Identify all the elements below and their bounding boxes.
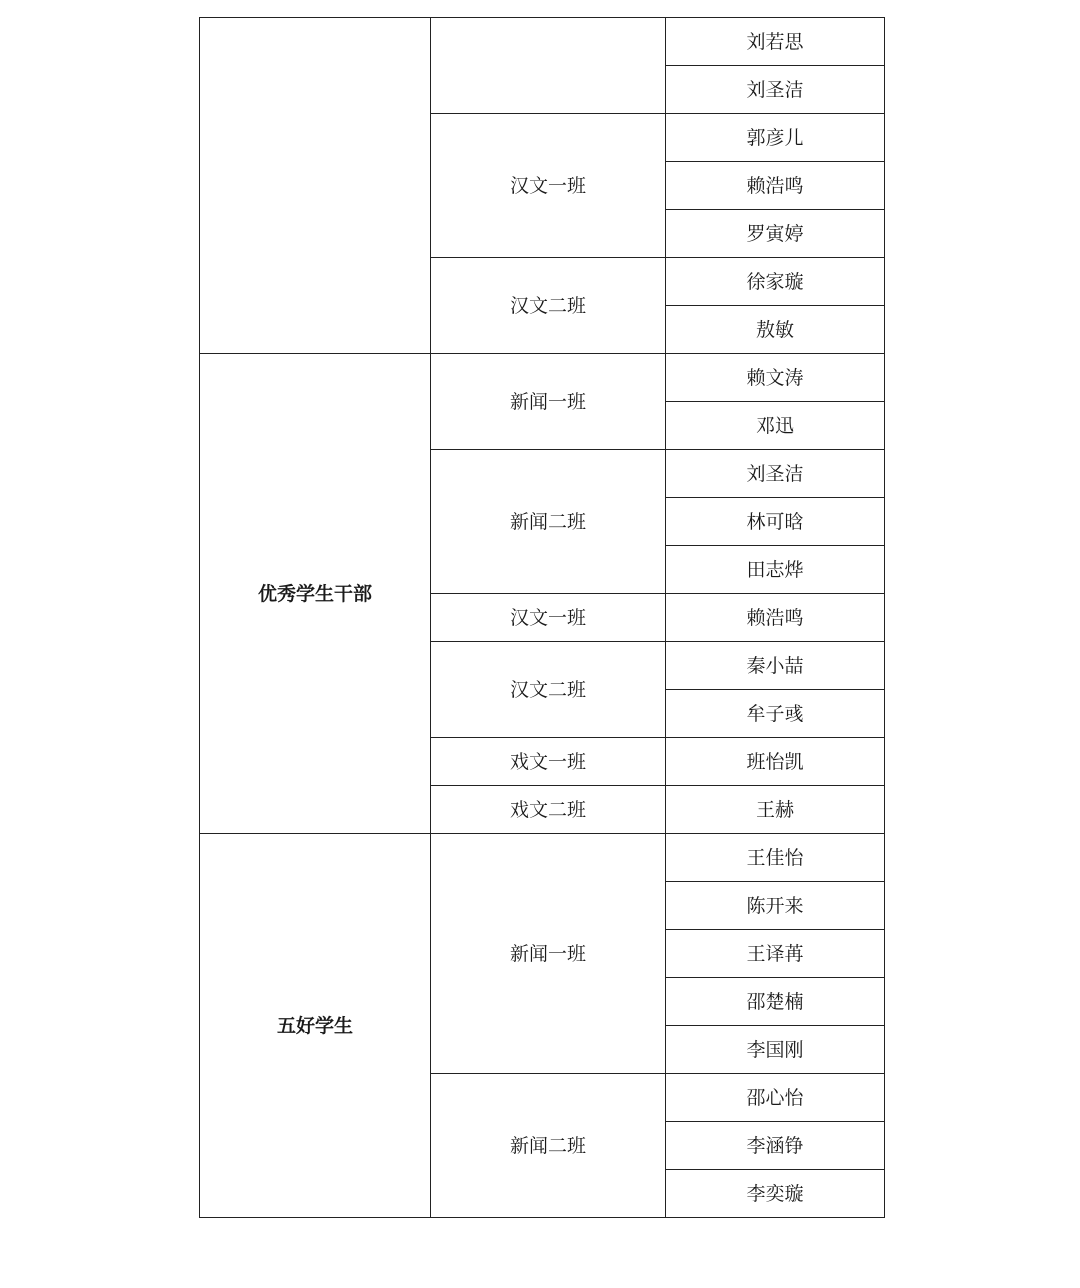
student-cell: 牟子彧 <box>666 690 885 738</box>
student-cell: 赖浩鸣 <box>666 162 885 210</box>
student-cell: 刘圣洁 <box>666 66 885 114</box>
student-cell: 刘若思 <box>666 18 885 66</box>
class-cell: 戏文一班 <box>431 738 666 786</box>
student-cell: 班怡凯 <box>666 738 885 786</box>
student-cell: 王赫 <box>666 786 885 834</box>
awards-table <box>199 17 885 1218</box>
student-cell: 田志烨 <box>666 546 885 594</box>
student-cell: 徐家璇 <box>666 258 885 306</box>
class-cell: 汉文一班 <box>431 594 666 642</box>
class-cell: 汉文二班 <box>431 642 666 738</box>
student-cell: 李涵铮 <box>666 1122 885 1170</box>
class-cell: 汉文一班 <box>431 114 666 258</box>
class-cell: 新闻一班 <box>431 354 666 450</box>
student-cell: 郭彦儿 <box>666 114 885 162</box>
student-cell: 赖文涛 <box>666 354 885 402</box>
student-cell: 邵楚楠 <box>666 978 885 1026</box>
student-cell: 李奕璇 <box>666 1170 885 1218</box>
category-cell: 五好学生 <box>200 834 431 1218</box>
category-cell: 优秀学生干部 <box>200 354 431 834</box>
student-cell: 林可晗 <box>666 498 885 546</box>
student-cell: 陈开来 <box>666 882 885 930</box>
class-cell <box>431 18 666 114</box>
category-cell <box>200 18 431 354</box>
student-cell: 王佳怡 <box>666 834 885 882</box>
student-cell: 敖敏 <box>666 306 885 354</box>
table-row <box>200 18 885 66</box>
class-cell: 戏文二班 <box>431 786 666 834</box>
student-cell: 刘圣洁 <box>666 450 885 498</box>
student-cell: 赖浩鸣 <box>666 594 885 642</box>
student-cell: 王译苒 <box>666 930 885 978</box>
student-cell: 李国刚 <box>666 1026 885 1074</box>
student-cell: 罗寅婷 <box>666 210 885 258</box>
student-cell: 秦小喆 <box>666 642 885 690</box>
class-cell: 新闻二班 <box>431 450 666 594</box>
student-cell: 邵心怡 <box>666 1074 885 1122</box>
class-cell: 新闻一班 <box>431 834 666 1074</box>
table-row <box>200 354 885 402</box>
class-cell: 新闻二班 <box>431 1074 666 1218</box>
student-cell: 邓迅 <box>666 402 885 450</box>
table-row <box>200 834 885 882</box>
class-cell: 汉文二班 <box>431 258 666 354</box>
